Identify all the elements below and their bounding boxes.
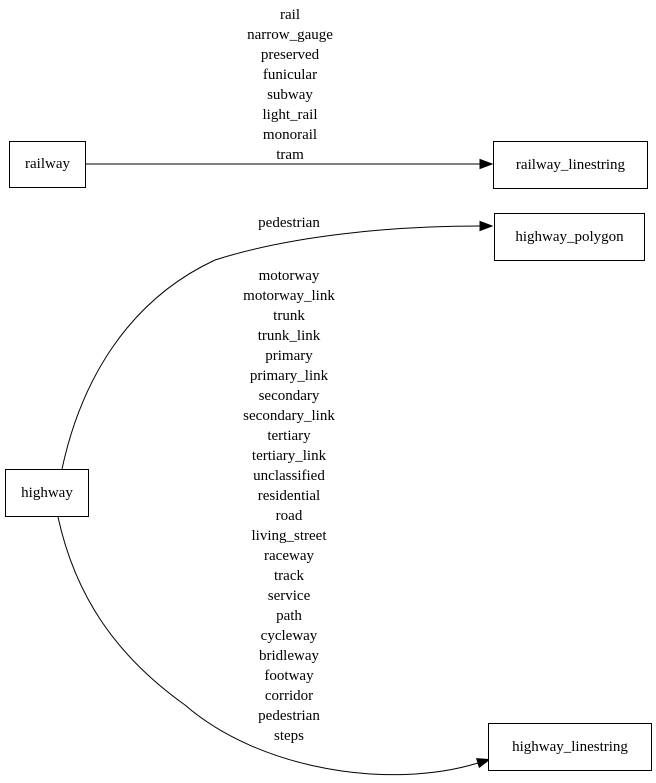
edge-label-line: secondary — [258, 388, 320, 404]
edge-label-line: cycleway — [260, 628, 318, 644]
edge-label-line: tertiary_link — [251, 448, 327, 464]
edge-label-line: motorway_link — [243, 288, 335, 304]
edge-label-line: tram — [276, 147, 304, 163]
edge-label-line: trunk_link — [257, 328, 321, 344]
edge-label-line: light_rail — [262, 107, 318, 123]
edge-label-line: secondary_link — [243, 408, 335, 424]
edge-label-line: primary — [265, 348, 313, 364]
edge-label-line: bridleway — [259, 648, 319, 664]
edge-label-line: steps — [274, 728, 304, 744]
edge-label-line: narrow_gauge — [247, 27, 333, 43]
edge-labels-railway-to-railway-linestring — [190, 5, 390, 165]
edge-label-line: track — [274, 568, 304, 584]
edge-label-line: trunk — [273, 308, 305, 324]
edge-label-line: footway — [264, 668, 314, 684]
edge-label-line: service — [267, 588, 311, 604]
arrowhead-railway-linestring-icon — [480, 160, 492, 169]
node-railway: railway — [9, 141, 86, 188]
edge-label-line: funicular — [262, 67, 318, 83]
arrowhead-highway-polygon-icon — [480, 222, 492, 231]
node-highway-linestring: highway_linestring — [488, 723, 652, 771]
node-highway-polygon: highway_polygon — [494, 213, 645, 261]
edge-label-line: preserved — [260, 47, 320, 63]
edge-label-line: tertiary — [267, 428, 311, 444]
edge-label-line: road — [275, 508, 303, 524]
edge-label-line: pedestrian — [258, 708, 320, 724]
edge-label-line: unclassified — [253, 468, 325, 484]
edge-label-line: living_street — [251, 528, 327, 544]
edge-labels-highway-to-highway-linestring — [189, 266, 389, 746]
node-highway: highway — [5, 469, 89, 517]
node-railway-linestring: railway_linestring — [493, 141, 648, 189]
edge-label-line: path — [276, 608, 302, 624]
edge-label-line: monorail — [262, 127, 318, 143]
edge-label-line: primary_link — [249, 368, 329, 384]
edge-label-line: residential — [257, 488, 321, 504]
edge-label-line: rail — [280, 7, 300, 23]
edge-label-line: pedestrian — [258, 215, 320, 231]
edge-labels-highway-to-highway-polygon — [189, 213, 389, 233]
edge-label-line: raceway — [264, 548, 314, 564]
edge-label-line: motorway — [258, 268, 320, 284]
edge-label-line: subway — [267, 87, 313, 103]
edge-label-line: corridor — [264, 688, 314, 704]
